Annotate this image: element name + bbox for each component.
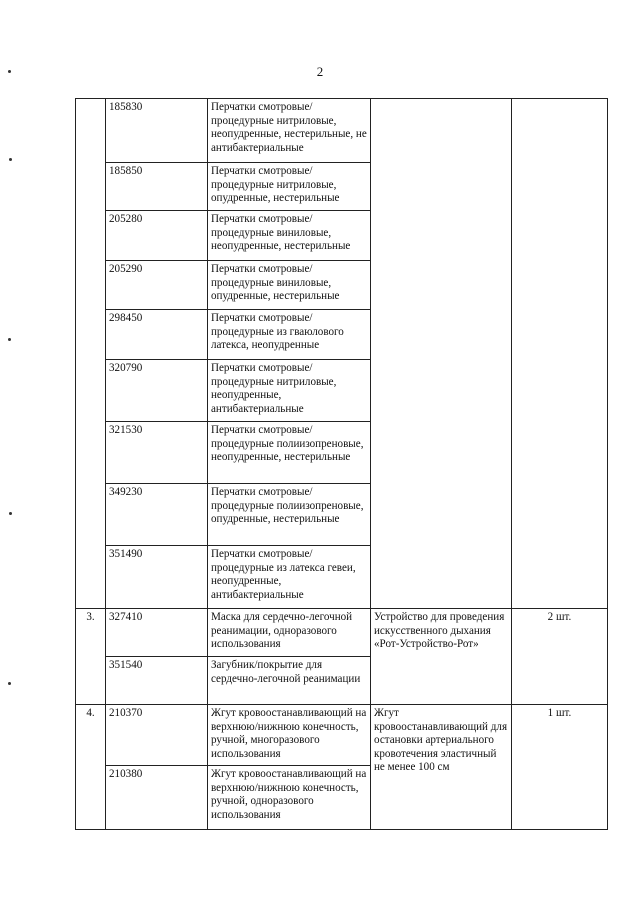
equipment-table [75,98,608,830]
table-row [76,609,608,657]
code-cell: 298450 [106,310,208,360]
code-cell: 351490 [106,546,208,609]
quantity-cell: 1 шт. [512,705,608,830]
scan-speck [8,70,11,73]
name-cell: Перчатки смотровые/ процедурные из гваюлового латекса, неопудренные [208,310,371,360]
table-row [76,705,608,766]
name-cell: Перчатки смотровые/ процедурные нитриловые, неопудренные, нестерильные, не антибактериальные [208,99,371,163]
name-cell: Перчатки смотровые/ процедурные нитриловые, опудренные, нестерильные [208,163,371,211]
scan-speck [9,512,12,515]
code-cell: 185850 [106,163,208,211]
name-cell: Перчатки смотровые/ процедурные нитриловые, неопудренные, антибактериальные [208,360,371,422]
name-cell: Жгут кровоостанавливающий на верхнюю/нижнюю конечность, ручной, многоразового использования [208,705,371,766]
page-number: 2 [316,64,324,79]
quantity-cell [512,99,608,609]
code-cell: 351540 [106,657,208,705]
scan-speck [9,158,12,161]
name-cell: Перчатки смотровые/ процедурные виниловые, опудренные, нестерильные [208,261,371,310]
name-cell: Маска для сердечно-легочной реанимации, одноразового использования [208,609,371,657]
row-number-cell: 4. [76,705,106,830]
table-row [76,99,608,163]
description-cell: Жгут кровоостанавливающий для остановки артериального кровотечения эластичный не менее 100 см [371,705,512,830]
code-cell: 185830 [106,99,208,163]
code-cell: 349230 [106,484,208,546]
name-cell: Перчатки смотровые/ процедурные полиизопреновые, опудренные, нестерильные [208,484,371,546]
code-cell: 210380 [106,766,208,830]
code-cell: 327410 [106,609,208,657]
code-cell: 320790 [106,360,208,422]
description-cell [371,99,512,609]
code-cell: 210370 [106,705,208,766]
code-cell: 205290 [106,261,208,310]
row-number-cell [76,99,106,609]
quantity-cell: 2 шт. [512,609,608,705]
code-cell: 321530 [106,422,208,484]
name-cell: Перчатки смотровые/ процедурные из латекса гевеи, неопудренные, антибактериальные [208,546,371,609]
scan-speck [8,682,11,685]
scan-speck [8,338,11,341]
row-number-cell: 3. [76,609,106,705]
code-cell: 205280 [106,211,208,261]
name-cell: Загубник/покрытие для сердечно-легочной реанимации [208,657,371,705]
name-cell: Жгут кровоостанавливающий на верхнюю/нижнюю конечность, ручной, одноразового использования [208,766,371,830]
name-cell: Перчатки смотровые/ процедурные виниловые, неопудренные, нестерильные [208,211,371,261]
name-cell: Перчатки смотровые/ процедурные полиизопреновые, неопудренные, нестерильные [208,422,371,484]
description-cell: Устройство для проведения искусственного дыхания «Рот-Устройство-Рот» [371,609,512,705]
